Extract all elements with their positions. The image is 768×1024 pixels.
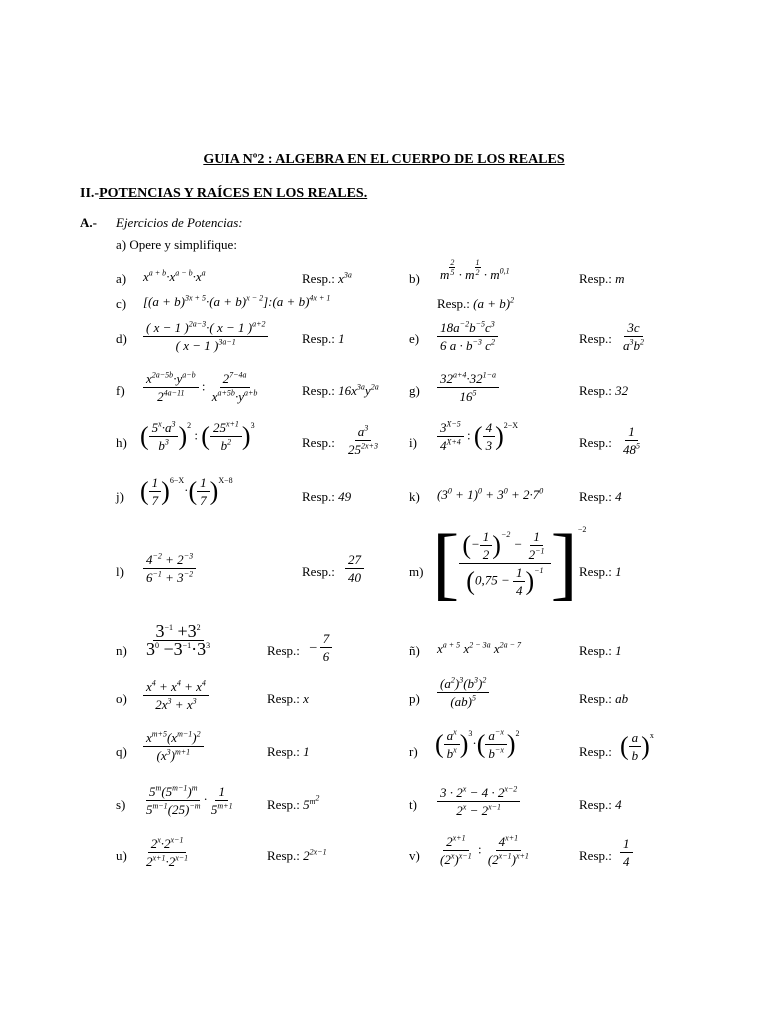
answer-i-value: $\frac{1}{48^5}$ — [623, 424, 640, 457]
exercise-r: ( $\frac{a^x}{b^x}$ )$^3$·( $\frac{a^{-x}}{b^{-x}}$ )$^2$ — [435, 727, 520, 761]
answer-n-value: – $\frac{7}{6}$ — [310, 631, 332, 664]
label-g: g) — [409, 383, 420, 398]
exercise-e: $\frac{18a^{-2}b^{-5}c^3}{6 a \cdot b^{-3} c^2}$ — [437, 320, 498, 353]
exercise-b: m $^{\frac{2}{5}}$ · m $^{\frac{1}{2}}$ · $m^{0,1}$ — [440, 258, 510, 282]
answer-q: Resp.: 1 — [267, 744, 310, 759]
label-m: m) — [409, 564, 424, 579]
exercise-a: $x^{a + b}\cdot x^{a - b}\cdot x^a$ — [143, 268, 206, 284]
exercise-u: $\frac{2^x\cdot 2^{x-1}}{2^{x+1}\cdot 2^{x-1}}$ — [146, 835, 189, 869]
label-i: i) — [409, 435, 417, 450]
exercise-k: $(3^0 + 1)^0 + 3^0 + 2\cdot 7^0$ — [437, 486, 544, 502]
answer-d: Resp.: 1 — [302, 331, 345, 346]
label-t: t) — [409, 797, 417, 812]
answer-f: Resp.: $16x^{3a}y^{2a}$ — [302, 382, 379, 398]
label-a: a) — [116, 271, 127, 286]
label-c: c) — [116, 296, 127, 311]
label-v: v) — [409, 848, 420, 863]
label-o: o) — [116, 691, 127, 706]
answer-u: Resp.: $2^{2x-1}$ — [267, 847, 327, 863]
label-f: f) — [116, 383, 125, 398]
answer-g: Resp.: 32 — [579, 383, 629, 398]
exercise-g: $\frac{32^{a+4}\cdot 32^{1-a}}{16^5}$ — [437, 371, 499, 404]
answer-r: Resp.: — [579, 744, 612, 759]
label-k: k) — [409, 489, 420, 504]
exercise-q: $\frac{x^{m+5}(x^{m-1})^2}{(x^3)^{m+1}}$ — [143, 730, 204, 763]
exercise-f: $\frac{x^{2a-5b}\cdot y^{a-b}}{2^{4a-11}}$ : $\frac{2^{7-4a}}{x^{a+5b}\cdot y^{a+b}}$ — [143, 371, 260, 404]
label-u: u) — [116, 848, 127, 863]
answer-s: Resp.: $5^{m^2}$ — [267, 793, 320, 812]
section-title: Ejercicios de Potencias: — [116, 215, 243, 230]
label-e: e) — [409, 331, 420, 346]
answer-l-value: $\frac{27}{40}$ — [345, 552, 364, 585]
answer-nn: Resp.: 1 — [579, 643, 622, 658]
exercise-l: $\frac{4^{-2} + 2^{-3}}{6^{-1} + 3^{-2}}$ — [143, 552, 196, 585]
exercise-m: [ (− $\frac{1}{2}$ )$^{-2}$ − $\frac{1}{2^{-1}}$ (0,75 − $\frac{1}{4}$ )$^{-1}$ ] $^{-2}$ — [432, 517, 587, 608]
section-label: A.- — [80, 215, 97, 230]
label-s: s) — [116, 797, 126, 812]
exercise-v: $\frac{2^{x+1}}{(2^x)^{x-1}}$ : $\frac{4^{x+1}}{(2^{x-1})^{x+1}}$ — [440, 833, 529, 867]
answer-v: Resp.: — [579, 848, 612, 863]
label-n: n) — [116, 643, 127, 658]
answer-k: Resp.: 4 — [579, 489, 622, 504]
exercise-d: $\frac{( x - 1 )^{2a-3}\cdot( x - 1 )^{a+2}}{( x - 1 )^{3a-1}}$ — [143, 320, 268, 353]
answer-l: Resp.: — [302, 564, 335, 579]
label-p: p) — [409, 691, 420, 706]
answer-j: Resp.: 49 — [302, 489, 352, 504]
exercise-j: ( $\frac{1}{7}$ )$^{6-X}$·( $\frac{1}{7}$ )$^{X-8}$ — [140, 475, 233, 508]
section-heading: II.-POTENCIAS Y RAÍCES EN LOS REALES. — [80, 186, 368, 201]
exercise-s: $\frac{5^m(5^{m-1})^m}{5^{m-1}(25)^{-m}}$ · $\frac{1}{5^{m+1}}$ — [146, 783, 233, 817]
answer-i: Resp.: — [579, 435, 612, 450]
answer-t: Resp.: 4 — [579, 797, 622, 812]
answer-e: Resp.: — [579, 331, 612, 346]
label-nn: ñ) — [409, 643, 420, 658]
answer-h-value: $\frac{a^3}{25^{2x+3}}$ — [348, 423, 378, 457]
instruction-text: a) Opere y simplifique: — [116, 237, 237, 252]
label-l: l) — [116, 564, 124, 579]
answer-e-value: $\frac{3c}{a^3b^2}$ — [623, 320, 644, 353]
answer-v-value: $\frac{1}{4}$ — [620, 836, 633, 869]
answer-n: Resp.: — [267, 643, 300, 658]
exercise-p: $\frac{(a^2)^3(b^3)^2}{(ab)^5}$ — [437, 676, 489, 709]
label-h: h) — [116, 435, 127, 450]
answer-m: Resp.: 1 — [579, 564, 622, 579]
answer-a: Resp.: $x^{3a}$ — [302, 270, 352, 286]
exercise-nn: $x^{a + 5}$ $x^{2 - 3a}$ $x^{2a - 7}$ — [437, 640, 522, 656]
label-j: j) — [116, 489, 124, 504]
answer-o: Resp.: x — [267, 691, 309, 706]
exercise-t: $\frac{3 \cdot 2^x - 4 \cdot 2^{x-2}}{2^x - 2^{x-1}}$ — [437, 785, 520, 818]
answer-r-value: ( $\frac{a}{b}$ )$^x$ — [620, 730, 654, 763]
page-title: GUIA Nº2 : ALGEBRA EN EL CUERPO DE LOS REALES — [203, 152, 565, 167]
label-r: r) — [409, 744, 418, 759]
answer-h: Resp.: — [302, 435, 335, 450]
answer-b: Resp.: m — [579, 271, 625, 286]
exercise-c: [$(a + b)^{3x + 5}\cdot(a$ + $b)^{x - 2}]:(a + b)^{4x + 1}$ — [143, 293, 331, 309]
label-b: b) — [409, 271, 420, 286]
label-q: q) — [116, 744, 127, 759]
answer-c: Resp.: $(a + b)^2$ — [437, 295, 515, 311]
exercise-o: $\frac{x^4 + x^4 + x^4}{2x^3 + x^3}$ — [143, 679, 209, 712]
answer-p: Resp.: ab — [579, 691, 629, 706]
exercise-n: $\frac{3^{-1} +3^2}{3^0 -3^{-1}\cdot 3^3}$ — [146, 621, 211, 659]
exercise-h: ( $\frac{5^x\cdot a^3}{b^3}$ )$^2$ : ( $\frac{25^{x+1}}{b^2}$ )$^3$ — [140, 419, 255, 453]
label-d: d) — [116, 331, 127, 346]
exercise-i: $\frac{3^{X-5}}{4^{X+4}}$ : ( $\frac{4}{3}$ )$^{2-X}$ — [437, 420, 518, 453]
